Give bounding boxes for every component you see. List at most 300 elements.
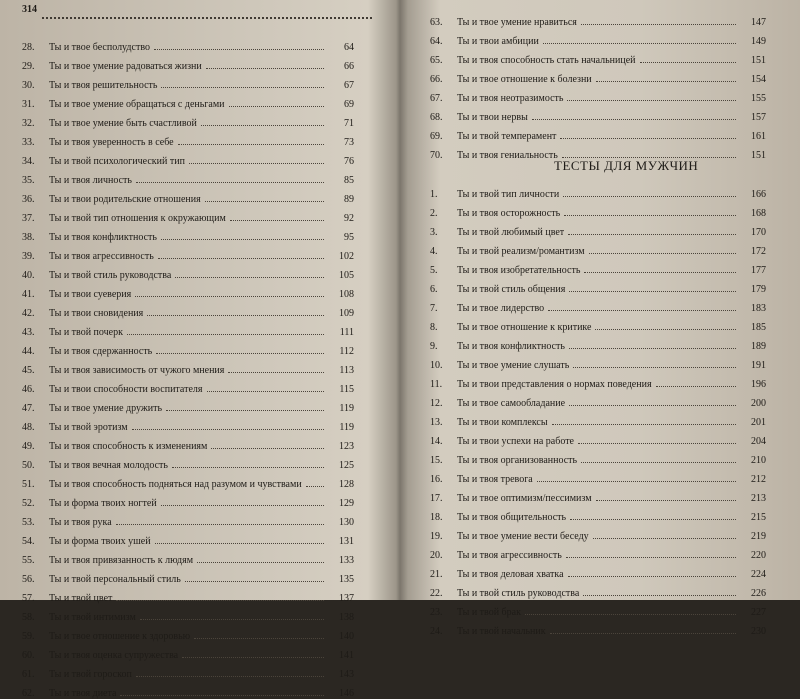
toc-page-number: 183 — [751, 303, 766, 314]
toc-item-title: Ты и твои представления о нормах поведения — [457, 379, 652, 390]
toc-page-number: 166 — [751, 189, 766, 200]
toc-row — [22, 395, 354, 414]
toc-page-number: 133 — [339, 555, 354, 566]
toc-page-number: 226 — [751, 588, 766, 599]
toc-row — [430, 276, 766, 295]
toc-item-number: 34. — [22, 156, 35, 167]
toc-item-number: 5. — [430, 265, 438, 276]
toc-item-number: 4. — [430, 246, 438, 257]
toc-row — [22, 167, 354, 186]
toc-page-number: 130 — [339, 517, 354, 528]
dot-leader — [166, 410, 324, 411]
toc-row — [430, 66, 766, 85]
toc-page-number: 64 — [344, 42, 354, 53]
dot-leader — [172, 467, 324, 468]
toc-page-number: 210 — [751, 455, 766, 466]
toc-item-number: 50. — [22, 460, 35, 471]
toc-item-number: 44. — [22, 346, 35, 357]
toc-item-number: 9. — [430, 341, 438, 352]
toc-item-number: 35. — [22, 175, 35, 186]
toc-row — [22, 110, 354, 129]
toc-item-number: 15. — [430, 455, 443, 466]
toc-row — [22, 72, 354, 91]
toc-row — [22, 243, 354, 262]
toc-item-number: 54. — [22, 536, 35, 547]
toc-row — [22, 148, 354, 167]
dot-leader — [569, 348, 736, 349]
toc-page-number: 204 — [751, 436, 766, 447]
toc-item-number: 12. — [430, 398, 443, 409]
dot-leader — [560, 138, 736, 139]
toc-item-title: Ты и твое отношение к здоровью — [49, 631, 191, 642]
toc-item-title: Ты и твой цвет — [49, 593, 113, 604]
toc-item-number: 63. — [430, 17, 443, 28]
toc-row — [22, 129, 354, 148]
toc-item-number: 11. — [430, 379, 443, 390]
toc-item-title: Ты и твоя общительность — [457, 512, 567, 523]
toc-row — [430, 390, 766, 409]
toc-item-title: Ты и твой персональный стиль — [49, 574, 181, 585]
toc-page-number: 141 — [339, 650, 354, 661]
toc-item-title: Ты и твоя осторожность — [457, 208, 561, 219]
toc-item-title: Ты и твоя привязанность к людям — [49, 555, 194, 566]
dot-leader — [584, 272, 736, 273]
toc-row — [22, 661, 354, 680]
toc-page-number: 154 — [751, 74, 766, 85]
dot-leader — [581, 462, 736, 463]
toc-item-number: 7. — [430, 303, 438, 314]
toc-item-title: Ты и твои комплексы — [457, 417, 548, 428]
toc-item-title: Ты и твой темперамент — [457, 131, 557, 142]
toc-row — [22, 642, 354, 661]
toc-item-number: 64. — [430, 36, 443, 47]
dot-leader — [583, 595, 736, 596]
toc-page-number: 170 — [751, 227, 766, 238]
toc-item-title: Ты и твои суеверия — [49, 289, 132, 300]
dot-leader — [140, 619, 324, 620]
dot-leader — [155, 543, 324, 544]
toc-row — [22, 262, 354, 281]
toc-item-title: Ты и твое умение быть счастливой — [49, 118, 197, 129]
toc-row — [22, 680, 354, 699]
toc-page-number: 92 — [344, 213, 354, 224]
toc-row — [430, 428, 766, 447]
toc-item-number: 57. — [22, 593, 35, 604]
dot-leader — [230, 220, 324, 221]
toc-item-title: Ты и твоя решительность — [49, 80, 158, 91]
dot-leader — [229, 106, 324, 107]
toc-page-number: 89 — [344, 194, 354, 205]
toc-row — [22, 585, 354, 604]
toc-page-number: 119 — [339, 403, 354, 414]
toc-item-number: 68. — [430, 112, 443, 123]
left-page — [0, 0, 398, 699]
toc-item-number: 66. — [430, 74, 443, 85]
toc-page-number: 189 — [751, 341, 766, 352]
toc-item-title: Ты и твое умение нравиться — [457, 17, 577, 28]
toc-page-number: 143 — [339, 669, 354, 680]
toc-item-title: Ты и твое умение вести беседу — [457, 531, 589, 542]
toc-item-title: Ты и твой эротизм — [49, 422, 128, 433]
toc-row — [430, 314, 766, 333]
toc-row — [430, 123, 766, 142]
toc-page-number: 131 — [339, 536, 354, 547]
toc-page-number: 95 — [344, 232, 354, 243]
toc-item-number: 30. — [22, 80, 35, 91]
toc-row — [430, 104, 766, 123]
toc-page-number: 220 — [751, 550, 766, 561]
toc-item-number: 22. — [430, 588, 443, 599]
toc-page-number: 73 — [344, 137, 354, 148]
toc-item-title: Ты и твои успехи на работе — [457, 436, 574, 447]
toc-item-number: 33. — [22, 137, 35, 148]
toc-page-number: 129 — [339, 498, 354, 509]
toc-item-title: Ты и твоя гениальность — [457, 150, 558, 161]
toc-item-number: 70. — [430, 150, 443, 161]
toc-item-number: 20. — [430, 550, 443, 561]
toc-row — [430, 580, 766, 599]
toc-page-number: 151 — [751, 55, 766, 66]
dot-leader — [596, 81, 736, 82]
toc-item-title: Ты и твоя изобретательность — [457, 265, 581, 276]
toc-item-number: 29. — [22, 61, 35, 72]
toc-item-title: Ты и твое отношение к болезни — [457, 74, 592, 85]
toc-item-number: 28. — [22, 42, 35, 53]
toc-item-number: 51. — [22, 479, 35, 490]
dot-leader — [161, 87, 324, 88]
toc-row — [22, 186, 354, 205]
toc-item-number: 65. — [430, 55, 443, 66]
toc-item-number: 39. — [22, 251, 35, 262]
toc-item-title: Ты и твоя агрессивность — [49, 251, 154, 262]
toc-row — [430, 542, 766, 561]
toc-page-number: 196 — [751, 379, 766, 390]
toc-item-number: 42. — [22, 308, 35, 319]
toc-page-number: 128 — [339, 479, 354, 490]
toc-item-title: Ты и твои способности воспитателя — [49, 384, 203, 395]
toc-item-title: Ты и твой стиль руководства — [457, 588, 580, 599]
toc-item-title: Ты и твое бесполудство — [49, 42, 150, 53]
toc-item-title: Ты и твои нервы — [457, 112, 528, 123]
toc-page-number: 140 — [339, 631, 354, 642]
toc-item-title: Ты и твое лидерство — [457, 303, 545, 314]
dot-leader — [568, 576, 736, 577]
toc-item-number: 43. — [22, 327, 35, 338]
dot-leader — [197, 562, 324, 563]
dot-leader — [550, 633, 736, 634]
toc-item-number: 21. — [430, 569, 443, 580]
toc-row — [430, 200, 766, 219]
toc-item-number: 18. — [430, 512, 443, 523]
toc-page-number: 224 — [751, 569, 766, 580]
dot-leader — [116, 600, 324, 601]
toc-row — [22, 547, 354, 566]
dot-leader — [147, 315, 324, 316]
toc-row — [430, 257, 766, 276]
toc-item-title: Ты и твоя конфликтность — [49, 232, 157, 243]
toc-item-title: Ты и твое самообладание — [457, 398, 566, 409]
toc-item-number: 17. — [430, 493, 443, 504]
toc-item-number: 67. — [430, 93, 443, 104]
dot-leader — [567, 100, 736, 101]
toc-item-title: Ты и твое оптимизм/пессимизм — [457, 493, 592, 504]
toc-row — [430, 485, 766, 504]
toc-row — [430, 28, 766, 47]
dot-leader — [564, 215, 736, 216]
dot-leader — [656, 386, 736, 387]
toc-item-number: 10. — [430, 360, 443, 371]
dot-leader — [136, 676, 324, 677]
toc-item-title: Ты и твои амбиции — [457, 36, 539, 47]
toc-page-number: 213 — [751, 493, 766, 504]
dot-leader — [158, 258, 324, 259]
dot-leader — [175, 277, 324, 278]
dot-leader — [568, 234, 736, 235]
toc-page-number: 200 — [751, 398, 766, 409]
toc-page-number: 71 — [344, 118, 354, 129]
dot-leader — [207, 391, 325, 392]
toc-row — [430, 219, 766, 238]
dot-leader — [201, 125, 324, 126]
toc-page-number: 157 — [751, 112, 766, 123]
toc-row — [22, 338, 354, 357]
toc-item-number: 59. — [22, 631, 35, 642]
toc-row — [22, 566, 354, 585]
header-rule — [42, 17, 372, 19]
toc-page-number: 85 — [344, 175, 354, 186]
toc-item-title: Ты и твоя личность — [49, 175, 132, 186]
toc-page-number: 67 — [344, 80, 354, 91]
toc-row — [22, 452, 354, 471]
toc-item-title: Ты и твой психологический тип — [49, 156, 185, 167]
toc-item-title: Ты и твое отношение к критике — [457, 322, 592, 333]
toc-item-number: 3. — [430, 227, 438, 238]
toc-item-number: 19. — [430, 531, 443, 542]
toc-page-number: 105 — [339, 270, 354, 281]
toc-page-number: 102 — [339, 251, 354, 262]
toc-row — [430, 504, 766, 523]
toc-item-title: Ты и твое умение радоваться жизни — [49, 61, 202, 72]
dot-leader — [185, 581, 324, 582]
toc-item-number: 56. — [22, 574, 35, 585]
toc-page-number: 147 — [751, 17, 766, 28]
dot-leader — [548, 310, 736, 311]
toc-item-title: Ты и твоя диета — [49, 688, 117, 699]
dot-leader — [573, 367, 736, 368]
toc-item-number: 38. — [22, 232, 35, 243]
dot-leader — [132, 429, 324, 430]
toc-page-number: 201 — [751, 417, 766, 428]
dot-leader — [156, 353, 324, 354]
toc-item-number: 47. — [22, 403, 35, 414]
toc-item-number: 13. — [430, 417, 443, 428]
toc-item-number: 46. — [22, 384, 35, 395]
toc-row — [22, 433, 354, 452]
toc-row — [430, 371, 766, 390]
toc-item-title: Ты и твоя деловая хватка — [457, 569, 564, 580]
toc-item-number: 31. — [22, 99, 35, 110]
toc-item-number: 14. — [430, 436, 443, 447]
toc-row — [430, 238, 766, 257]
toc-page-number: 113 — [339, 365, 354, 376]
toc-row — [22, 91, 354, 110]
toc-row — [22, 34, 354, 53]
toc-item-title: Ты и твоя рука — [49, 517, 112, 528]
toc-page-number: 155 — [751, 93, 766, 104]
toc-row — [22, 623, 354, 642]
toc-item-title: Ты и твой любимый цвет — [457, 227, 565, 238]
toc-row — [430, 47, 766, 66]
toc-item-title: Ты и твой тип личности — [457, 189, 560, 200]
toc-item-number: 1. — [430, 189, 438, 200]
table-of-contents-right-bottom — [430, 181, 766, 637]
toc-item-number: 55. — [22, 555, 35, 566]
toc-page-number: 168 — [751, 208, 766, 219]
toc-row — [22, 300, 354, 319]
toc-item-title: Ты и твой реализм/романтизм — [457, 246, 585, 257]
toc-item-title: Ты и форма твоих ногтей — [49, 498, 157, 509]
dot-leader — [596, 500, 736, 501]
dot-leader — [569, 405, 736, 406]
dot-leader — [178, 144, 324, 145]
toc-item-title: Ты и твои сновидения — [49, 308, 144, 319]
toc-row — [22, 471, 354, 490]
dot-leader — [211, 448, 324, 449]
toc-item-number: 49. — [22, 441, 35, 452]
dot-leader — [552, 424, 736, 425]
toc-item-title: Ты и твое умение слушать — [457, 360, 570, 371]
toc-item-number: 58. — [22, 612, 35, 623]
dot-leader — [206, 68, 324, 69]
toc-page-number: 219 — [751, 531, 766, 542]
toc-row — [22, 528, 354, 547]
toc-item-title: Ты и твои родительские отношения — [49, 194, 201, 205]
toc-item-title: Ты и твоя сдержанность — [49, 346, 153, 357]
dot-leader — [135, 296, 324, 297]
toc-item-number: 60. — [22, 650, 35, 661]
toc-row — [430, 618, 766, 637]
toc-item-number: 16. — [430, 474, 443, 485]
toc-item-number: 41. — [22, 289, 35, 300]
toc-item-number: 53. — [22, 517, 35, 528]
toc-page-number: 172 — [751, 246, 766, 257]
dot-leader — [189, 163, 324, 164]
toc-row — [430, 523, 766, 542]
toc-item-number: 40. — [22, 270, 35, 281]
toc-page-number: 111 — [339, 327, 354, 338]
toc-row — [22, 205, 354, 224]
table-of-contents-right-top — [430, 9, 766, 161]
toc-item-title: Ты и твоя вечная молодость — [49, 460, 168, 471]
toc-item-title: Ты и твой тип отношения к окружающим — [49, 213, 226, 224]
toc-page-number: 66 — [344, 61, 354, 72]
toc-item-number: 61. — [22, 669, 35, 680]
dot-leader — [161, 505, 324, 506]
toc-row — [430, 466, 766, 485]
dot-leader — [532, 119, 736, 120]
toc-item-number: 48. — [22, 422, 35, 433]
toc-row — [430, 352, 766, 371]
toc-item-number: 45. — [22, 365, 35, 376]
toc-row — [22, 357, 354, 376]
toc-page-number: 212 — [751, 474, 766, 485]
dot-leader — [182, 657, 324, 658]
table-of-contents-left — [22, 34, 354, 699]
toc-page-number: 137 — [339, 593, 354, 604]
toc-item-title: Ты и твое умение дружить — [49, 403, 163, 414]
dot-leader — [161, 239, 324, 240]
toc-item-title: Ты и твой начальник — [457, 626, 546, 637]
toc-page-number: 185 — [751, 322, 766, 333]
dot-leader — [570, 519, 736, 520]
toc-row — [22, 414, 354, 433]
toc-item-title: Ты и твой стиль общения — [457, 284, 566, 295]
toc-row — [430, 409, 766, 428]
toc-row — [22, 281, 354, 300]
toc-row — [22, 376, 354, 395]
toc-page-number: 227 — [751, 607, 766, 618]
toc-item-number: 8. — [430, 322, 438, 333]
toc-item-title: Ты и твое умение обращаться с деньгами — [49, 99, 225, 110]
toc-page-number: 135 — [339, 574, 354, 585]
toc-page-number: 115 — [339, 384, 354, 395]
toc-item-title: Ты и твоя неотразимость — [457, 93, 564, 104]
toc-item-title: Ты и твой интимизм — [49, 612, 136, 623]
toc-row — [22, 490, 354, 509]
toc-page-number: 149 — [751, 36, 766, 47]
dot-leader — [205, 201, 324, 202]
toc-item-number: 62. — [22, 688, 35, 699]
toc-page-number: 146 — [339, 688, 354, 699]
toc-item-title: Ты и твой стиль руководства — [49, 270, 172, 281]
toc-item-title: Ты и твоя зависимость от чужого мнения — [49, 365, 225, 376]
dot-leader — [563, 196, 736, 197]
toc-item-title: Ты и твой гороскоп — [49, 669, 132, 680]
toc-item-number: 37. — [22, 213, 35, 224]
dot-leader — [581, 24, 736, 25]
toc-page-number: 123 — [339, 441, 354, 452]
dot-leader — [228, 372, 324, 373]
toc-row — [22, 604, 354, 623]
dot-leader — [595, 329, 736, 330]
dot-leader — [525, 614, 736, 615]
toc-page-number: 119 — [339, 422, 354, 433]
toc-row — [430, 9, 766, 28]
dot-leader — [569, 291, 736, 292]
toc-item-title: Ты и твоя агрессивность — [457, 550, 562, 561]
toc-page-number: 177 — [751, 265, 766, 276]
toc-item-title: Ты и форма твоих ушей — [49, 536, 151, 547]
toc-row — [22, 224, 354, 243]
toc-page-number: 179 — [751, 284, 766, 295]
toc-item-number: 69. — [430, 131, 443, 142]
toc-item-number: 52. — [22, 498, 35, 509]
toc-item-number: 6. — [430, 284, 438, 295]
toc-item-title: Ты и твой почерк — [49, 327, 123, 338]
toc-item-title: Ты и твоя оценка супружества — [49, 650, 179, 661]
toc-row — [22, 53, 354, 72]
toc-row — [430, 85, 766, 104]
dot-leader — [543, 43, 736, 44]
dot-leader — [593, 538, 736, 539]
toc-page-number: 151 — [751, 150, 766, 161]
dot-leader — [154, 49, 324, 50]
toc-item-title: Ты и твоя способность подняться над разумом и чувствами — [49, 479, 302, 490]
toc-item-number: 36. — [22, 194, 35, 205]
dot-leader — [589, 253, 736, 254]
toc-row — [430, 333, 766, 352]
toc-page-number: 76 — [344, 156, 354, 167]
